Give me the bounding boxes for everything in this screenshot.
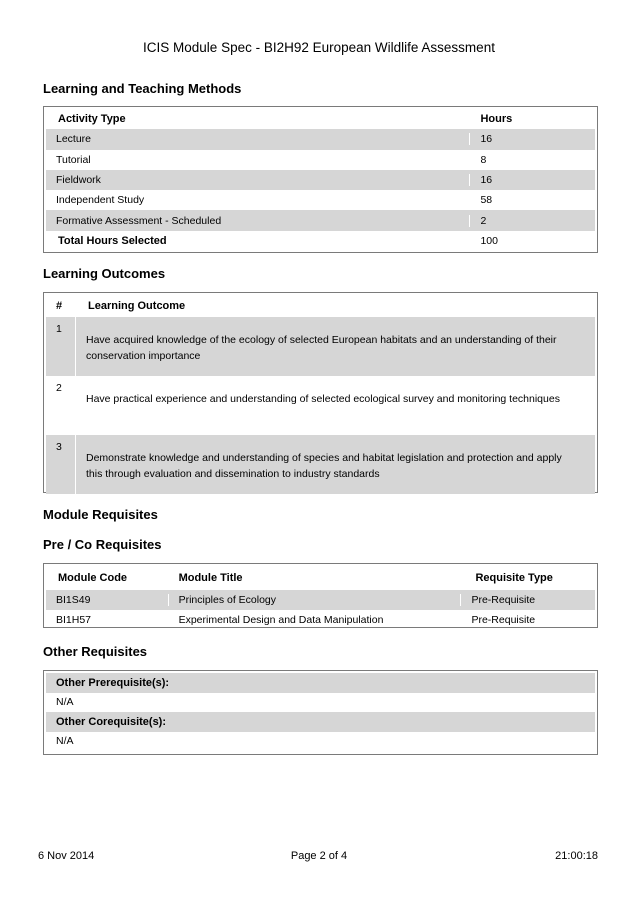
outcome-number: 1 — [46, 317, 76, 376]
module-code-cell: BI1H57 — [56, 614, 92, 627]
outcome-text: Have acquired knowledge of the ecology of selected European habitats and an understanding of their conservation importance — [86, 334, 557, 362]
other-corequisite-value-row — [46, 732, 595, 752]
learning-outcomes-table — [43, 292, 598, 493]
learning-teaching-heading: Learning and Teaching Methods — [43, 81, 242, 96]
other-corequisite-label-row — [46, 712, 595, 732]
activity-cell: Fieldwork — [56, 174, 101, 187]
other-prerequisite-value-row — [46, 693, 595, 713]
activity-cell: Formative Assessment - Scheduled — [56, 214, 222, 227]
hours-cell: 58 — [469, 194, 595, 206]
hours-cell: 16 — [469, 174, 595, 186]
table-header-row — [46, 295, 595, 317]
footer-date: 6 Nov 2014 — [38, 850, 95, 862]
other-corequisite-value: N/A — [56, 735, 74, 748]
hours-cell: 16 — [469, 133, 595, 145]
total-value: 100 — [469, 235, 595, 247]
outcome-text: Demonstrate knowledge and understanding of species and habitat legislation and protection and apply this through evaluation and dissemination to industry standards — [86, 452, 562, 480]
col-number: # — [56, 300, 63, 312]
table-row — [46, 610, 595, 630]
col-activity-type: Activity Type — [58, 113, 126, 126]
outcome-text: Have practical experience and understanding of selected ecological survey and monitoring techniques — [86, 393, 560, 405]
total-label: Total Hours Selected — [58, 234, 167, 247]
activity-cell: Independent Study — [56, 194, 145, 207]
other-prerequisite-value: N/A — [56, 696, 74, 709]
module-title-cell: Experimental Design and Data Manipulation — [168, 614, 461, 626]
preco-requisites-table — [43, 563, 598, 628]
other-requisites-table — [43, 670, 598, 755]
table-header-row — [46, 109, 595, 129]
outcome-number: 3 — [46, 435, 76, 494]
other-prerequisite-label-row — [46, 673, 595, 693]
col-module-code: Module Code — [58, 572, 128, 584]
preco-requisites-heading: Pre / Co Requisites — [43, 537, 162, 552]
col-hours: Hours — [469, 113, 595, 125]
hours-cell: 2 — [469, 215, 595, 227]
other-corequisite-label: Other Corequisite(s): — [56, 715, 167, 728]
footer-page-number: Page 2 of 4 — [290, 850, 348, 862]
requisite-type-cell: Pre-Requisite — [460, 614, 595, 626]
total-row — [46, 231, 595, 251]
requisite-type-cell: Pre-Requisite — [460, 594, 595, 606]
other-requisites-heading: Other Requisites — [43, 644, 148, 659]
outcome-row — [46, 317, 595, 376]
table-header-row — [46, 566, 595, 590]
col-requisite-type: Requisite Type — [460, 572, 595, 584]
table-row — [46, 150, 595, 170]
outcome-row — [46, 376, 595, 435]
col-learning-outcome: Learning Outcome — [88, 300, 186, 312]
activity-cell: Tutorial — [56, 153, 91, 166]
module-title-cell: Principles of Ecology — [168, 594, 461, 606]
activity-cell: Lecture — [56, 133, 92, 146]
col-module-title: Module Title — [168, 572, 461, 584]
outcome-row — [46, 435, 595, 494]
outcome-number: 2 — [56, 382, 62, 394]
table-row — [46, 190, 595, 210]
table-row — [46, 590, 595, 610]
table-row — [46, 170, 595, 190]
module-code-cell: BI1S49 — [56, 594, 91, 607]
other-prerequisite-label: Other Prerequisite(s): — [56, 676, 170, 689]
learning-outcomes-heading: Learning Outcomes — [43, 266, 166, 281]
table-row — [46, 210, 595, 230]
table-row — [46, 129, 595, 149]
footer-time: 21:00:18 — [555, 850, 598, 862]
page-title: ICIS Module Spec - BI2H92 European Wildlife Assessment — [143, 40, 495, 55]
learning-teaching-table — [43, 106, 598, 253]
module-requisites-heading: Module Requisites — [43, 507, 158, 522]
hours-cell: 8 — [469, 154, 595, 166]
